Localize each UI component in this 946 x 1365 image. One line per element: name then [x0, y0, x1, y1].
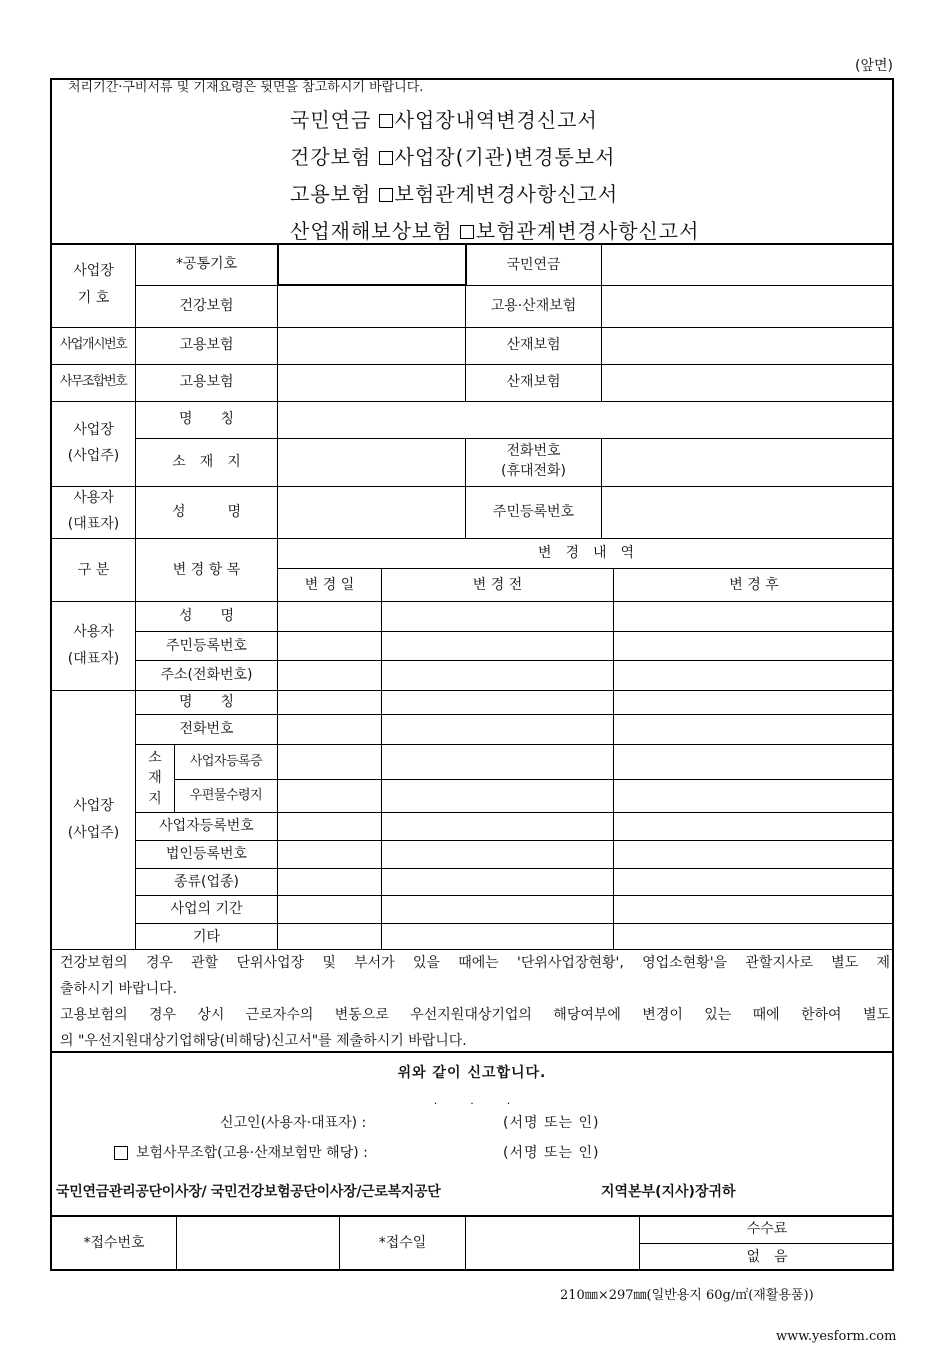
workplace-address-field[interactable]	[279, 440, 464, 485]
receipt-date-field[interactable]	[467, 1217, 638, 1269]
col-item: 변 경 항 목	[172, 562, 241, 578]
agency-checkbox-icon[interactable]	[114, 1146, 128, 1160]
title-prefix: 국민연금	[290, 108, 379, 132]
workplace-group-label: (사업주)	[67, 825, 120, 841]
note-line: 의 "우선지원대상기업해당(비해당)신고서"를 제출하시기 바랍니다.	[60, 1033, 467, 1049]
addressees-suffix: 지역본부(지사)장귀하	[601, 1184, 736, 1200]
health-insurance-field[interactable]	[279, 287, 464, 326]
employer-rrn-label: 주민등록번호	[492, 504, 575, 520]
employer-label: 사용자	[73, 490, 114, 506]
change-row-label: 주민등록번호	[165, 638, 248, 654]
divider	[639, 1243, 894, 1244]
change-row-label: 전화번호	[179, 721, 234, 737]
divider	[381, 568, 382, 949]
divider	[601, 243, 602, 401]
location-label: 소	[148, 750, 162, 766]
divider	[601, 438, 602, 538]
title-prefix: 고용보험	[290, 182, 379, 206]
divider	[135, 923, 894, 924]
employment-industrial-label: 고용·산재보험	[490, 298, 577, 314]
receipt-no-field[interactable]	[178, 1217, 338, 1269]
receipt-no-label: *접수번호	[83, 1235, 145, 1251]
change-row-label: 법인등록번호	[165, 846, 248, 862]
workplace-label: 사업장	[73, 422, 114, 438]
employer-name-field[interactable]	[279, 488, 464, 537]
agency-sign: (서명 또는 인)	[503, 1145, 600, 1161]
business-start-no-label: 사업개시번호	[59, 337, 127, 352]
divider	[135, 840, 894, 841]
change-row-label: 주소(전화번호)	[160, 667, 253, 683]
fee-label: 수수료	[746, 1221, 788, 1237]
divider	[176, 1215, 177, 1271]
checkbox-icon[interactable]	[460, 225, 474, 239]
col-details: 변 경 내 역	[537, 545, 635, 561]
col-before: 변 경 전	[472, 577, 523, 593]
title-prefix: 산업재해보상보험	[290, 219, 460, 243]
checkbox-icon[interactable]	[379, 188, 393, 202]
national-pension-label: 국민연금	[506, 257, 561, 273]
employment-label: 고용보험	[179, 337, 234, 353]
title-health-insurance	[290, 141, 615, 170]
divider	[50, 601, 894, 602]
business-start-employment-field[interactable]	[279, 329, 464, 363]
change-row-label: 명 칭	[178, 694, 235, 710]
national-pension-field[interactable]	[603, 245, 892, 284]
divider	[50, 364, 894, 365]
divider	[465, 1215, 466, 1271]
common-code-label: *공통기호	[175, 256, 238, 272]
divider	[135, 895, 894, 896]
page-side-label: (앞면)	[855, 58, 893, 74]
workplace-code-label: 사업장	[73, 263, 114, 279]
agency-label: 보험사무조합(고용·산재보험만 해당) :	[136, 1145, 368, 1161]
employer-label: (대표자)	[67, 516, 120, 532]
employment-label: 고용보험	[179, 374, 234, 390]
title-prefix: 건강보험	[290, 145, 379, 169]
reporter-label: 신고인(사용자·대표자) :	[220, 1115, 367, 1131]
divider	[50, 327, 894, 328]
receipt-date-label: *접수일	[378, 1235, 427, 1251]
divider	[135, 812, 894, 813]
divider	[135, 631, 894, 632]
employment-industrial-field[interactable]	[603, 287, 892, 326]
divider	[135, 744, 894, 745]
business-start-industrial-field[interactable]	[603, 329, 892, 363]
divider	[277, 285, 278, 538]
note-line: 건강보험의 경우 관할 단위사업장 및 부서가 있을 때에는 '단위사업장현황', 영업소현황'을 관할지사로 별도 제	[60, 955, 890, 971]
note-line: 고용보험의 경우 상시 근로자수의 변동으로 우선지원대상기업의 해당여부에 변경이 있는 때에 한하여 별도	[60, 1007, 890, 1023]
agency-employment-field[interactable]	[279, 366, 464, 400]
divider	[613, 568, 614, 949]
divider	[135, 868, 894, 869]
industrial-label: 산재보험	[506, 374, 561, 390]
addressees: 국민연금관리공단이사장/ 국민건강보험공단이사장/근로복지공단	[56, 1184, 441, 1200]
health-insurance-label: 건강보험	[179, 298, 234, 314]
divider	[174, 779, 894, 780]
workplace-group-label: 사업장	[73, 798, 114, 814]
divider	[278, 568, 894, 569]
divider	[50, 486, 894, 487]
date-dots: . . .	[433, 1094, 511, 1107]
common-code-field[interactable]	[279, 245, 464, 284]
divider	[50, 401, 894, 402]
change-row-label: 기타	[192, 929, 221, 945]
employer-rrn-field[interactable]	[603, 488, 892, 537]
divider	[50, 538, 894, 539]
title-industrial-accident	[290, 215, 699, 244]
workplace-address-label: 소 재 지	[172, 454, 241, 470]
employer-group-label: (대표자)	[67, 651, 120, 667]
title-text: 보험관계변경사항신고서	[475, 219, 700, 243]
divider	[50, 690, 894, 691]
workplace-code-label: 기 호	[77, 290, 110, 306]
col-category: 구 분	[77, 562, 110, 578]
agency-industrial-field[interactable]	[603, 366, 892, 400]
phone-field[interactable]	[603, 440, 892, 485]
workplace-label: (사업주)	[67, 448, 120, 464]
title-employment-insurance	[290, 178, 618, 207]
col-after: 변 경 후	[729, 577, 779, 593]
workplace-name-field[interactable]	[279, 403, 892, 437]
employer-group-label: 사용자	[73, 624, 114, 640]
divider	[135, 660, 894, 661]
fee-value: 없 음	[746, 1249, 788, 1265]
workplace-name-label: 명 칭	[178, 411, 235, 427]
change-row-label: 우편물수령지	[189, 788, 263, 803]
agency-no-label: 사무조합번호	[59, 374, 127, 389]
location-label: 재	[148, 770, 162, 786]
title-text: 사업장(기관)변경통보서	[394, 145, 616, 169]
divider	[135, 438, 894, 439]
divider	[277, 538, 278, 949]
change-row-label: 종류(업종)	[173, 874, 240, 890]
mobile-label: (휴대전화)	[500, 463, 567, 479]
divider	[135, 285, 894, 286]
employer-name-label: 성 명	[171, 504, 242, 520]
col-date: 변 경 일	[304, 577, 355, 593]
title-text: 보험관계변경사항신고서	[394, 182, 619, 206]
phone-label: 전화번호	[506, 443, 561, 459]
change-row-label: 사업자등록번호	[159, 818, 254, 834]
checkbox-icon[interactable]	[379, 114, 393, 128]
change-row-label: 사업자등록증	[189, 754, 263, 769]
instructions-text: 처리기간·구비서류 및 기재요령은 뒷면을 참고하시기 바랍니다.	[68, 80, 424, 95]
change-row-label: 사업의 기간	[170, 901, 243, 917]
title-text: 사업장내역변경신고서	[394, 108, 598, 132]
note-line: 출하시기 바랍니다.	[60, 981, 178, 997]
website-link[interactable]: www.yesform.com	[776, 1329, 897, 1344]
divider	[135, 714, 894, 715]
change-row-label: 성 명	[178, 608, 235, 624]
title-national-pension	[290, 104, 598, 133]
location-label: 지	[148, 791, 162, 807]
declaration-statement: 위와 같이 신고합니다.	[397, 1065, 547, 1081]
industrial-label: 산재보험	[506, 337, 561, 353]
checkbox-icon[interactable]	[379, 151, 393, 165]
reporter-sign: (서명 또는 인)	[503, 1115, 600, 1131]
paper-spec: 210㎜×297㎜(일반용지 60g/㎡(재활용품))	[560, 1288, 814, 1303]
